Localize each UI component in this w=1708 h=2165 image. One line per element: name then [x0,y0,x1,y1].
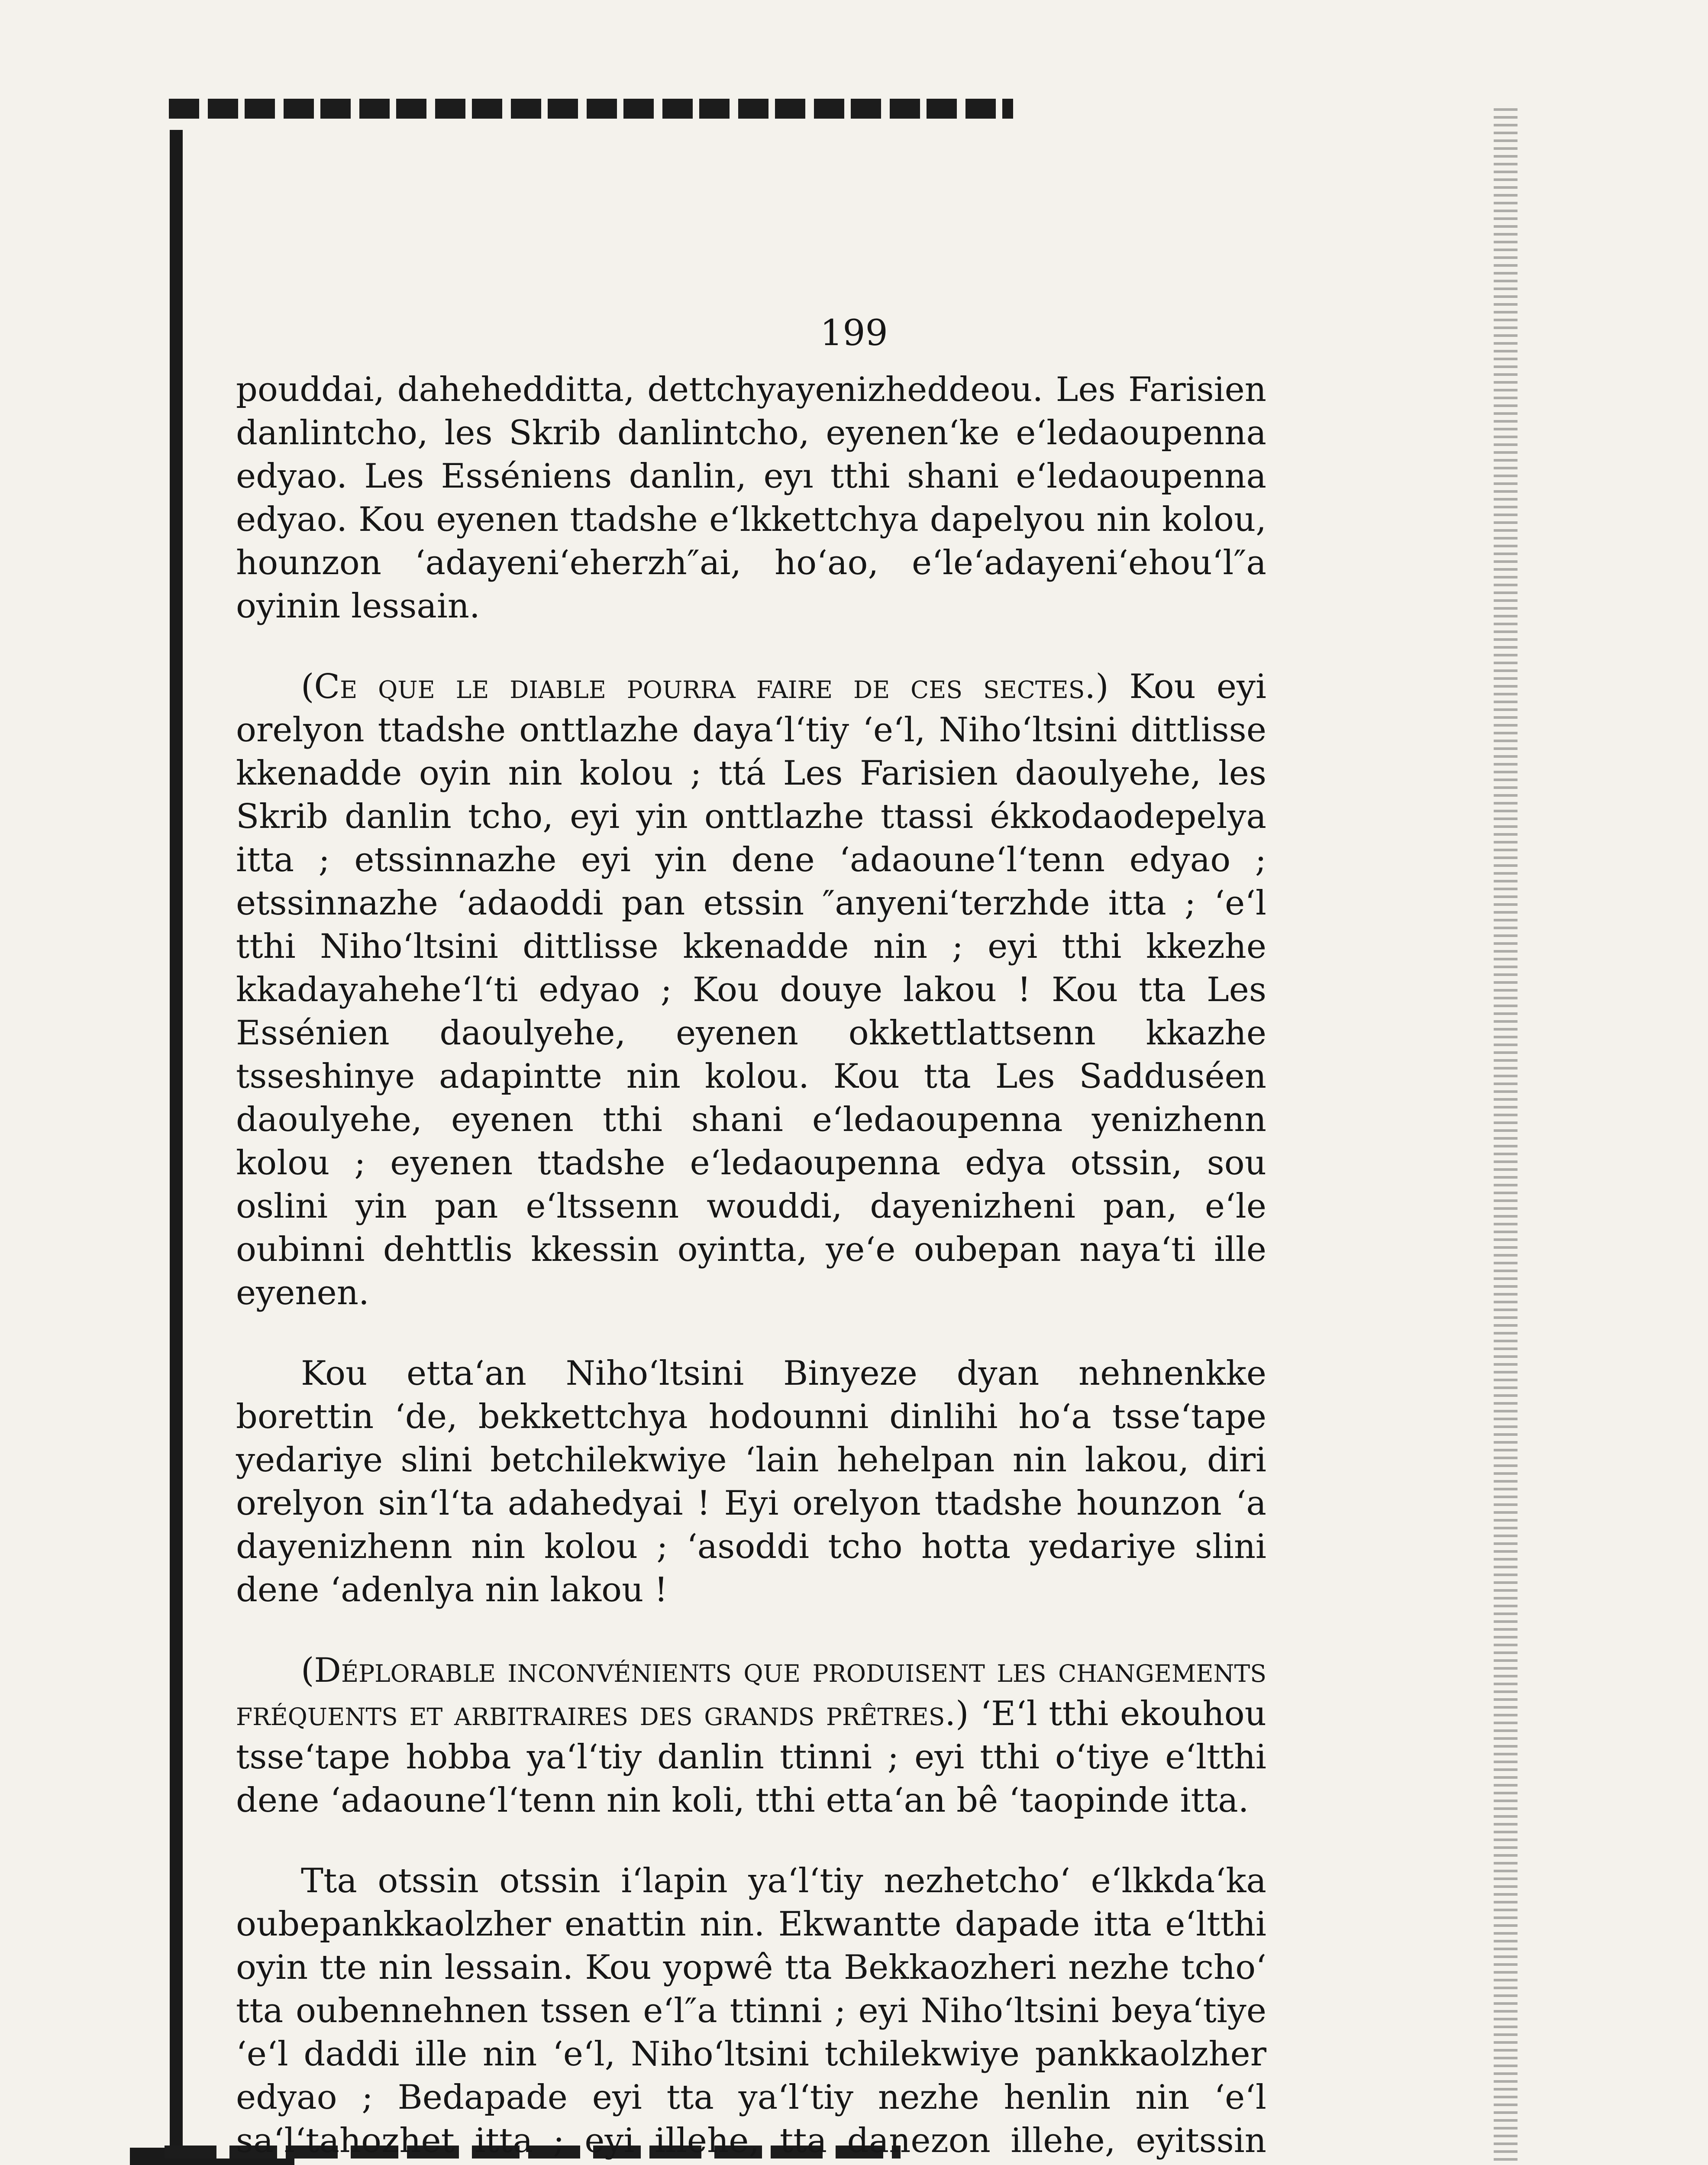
paragraph-text: Tta otssin otssin i‘lapin ya‘l‘tiy nezhetcho‘ e‘lkkda‘ka oubepankkaolzher enattin nin. Ekwantte dapade itta e‘ltthi oyin tte nin lessain. Kou yopwê tta Bekkaozheri nezhe tcho‘ tta oubennehnen tssen e‘l″a ttinni ; eyi Niho‘ltsini beya‘tiye ‘e‘l daddi ille nin ‘e‘l, Niho‘ltsini tchilekwiye pankkaolzher edyao ; Bedapade eyi tta ya‘l‘tiy nezhe henlin nin ‘e‘l sa‘l‘tahozhet itta ; eyi illehe, tta danezon illehe, eyitssin [236,1861,1266,2160]
paragraph-text: Kou eyi orelyon ttadshe onttlazhe daya‘l‘tiy ‘e‘l, Niho‘ltsini dittlisse kkenadde oyin nin kolou ; ttá Les Farisien daoulyehe, les Skrib danlin tcho, eyi yin onttlazhe ttassi ékkodaodepelya itta ; etssinnazhe eyi yin dene ‘adaoune‘l‘tenn edyao ; etssinnazhe ‘adaoddi pan etssin ″anyeni‘terzhde itta ; ‘e‘l tthi Niho‘ltsini dittlisse kkenadde nin ; eyi tthi kkezhe kkadayahehe‘l‘ti edyao ; Kou douye lakou ! Kou tta Les Essénien daoulyehe, eyenen okkettlattsenn kkazhe tsseshinye adapintte nin kolou. Kou tta Les Sadduséen daoulyehe, eyenen tthi shani e‘ledaoupenna yenizhenn kolou ; eyenen ttadshe e‘ledaoupenna edya otssin, sou oslini yin pan e‘ltssenn wouddi, dayenizheni pan, e‘le oubinni dehttlis kkessin oyintta, ye‘e oubepan naya‘ti ille eyenen. [236,667,1267,1312]
paragraph-text: ‘E‘l tthi ekouhou tsse‘tape hobba ya‘l‘tiy danlin ttinni ; eyi tthi o‘tiye e‘ltthi dene ‘adaoune‘l‘tenn nin koli, tthi etta‘an bê ‘taopinde itta. [236,1694,1267,1820]
paragraph-3 [236,1352,1266,1612]
section-heading: (Déplorable inconvénients que produisent les changements fréquents et arbitraires des grands prêtres.) [236,1651,1266,1733]
scan-page-edge [1494,104,1518,2161]
paragraph-5 [236,1859,1266,2165]
paragraph-text: Kou etta‘an Niho‘ltsini Binyeze dyan nehnenkke borettin ‘de, bekkettchya hodounni dinlihi ho‘a tsse‘tape yedariye slini betchilekwiye ‘lain hehelpan nin lakou, diri orelyon sin‘l‘ta adahedyai ! Eyi orelyon ttadshe hounzon ‘a dayenizhenn nin kolou ; ‘asoddi tcho hotta yedariye slini dene ‘adenlya nin lakou ! [236,1354,1266,1609]
page-number: 199 [820,313,888,354]
scan-binding-rule [170,130,183,2165]
section-heading: (Ce que le diable pourra faire de ces sectes.) [301,667,1109,706]
paragraph-2 [236,665,1266,1315]
paragraph-1 [236,368,1266,628]
paragraph-4 [236,1649,1266,1822]
scan-header-artifact [169,99,1013,119]
paragraph-text: pouddai, daheheddittа, dettchyayenizheddeou. Les Farisien danlintcho, les Skrib danlintcho, eyenen‘ke e‘ledaoupenna edyao. Les Esséniens danlin, eyı tthi shani e‘ledaoupenna edyao. Kou eyenen ttadshe e‘lkkettchya dapelyou nin kolou, hounzon ‘adayeni‘eherzh″ai, ho‘ao, e‘le‘adayeni‘ehou‘l″a oyinin lessain. [236,370,1266,626]
body-text [236,368,1266,2165]
